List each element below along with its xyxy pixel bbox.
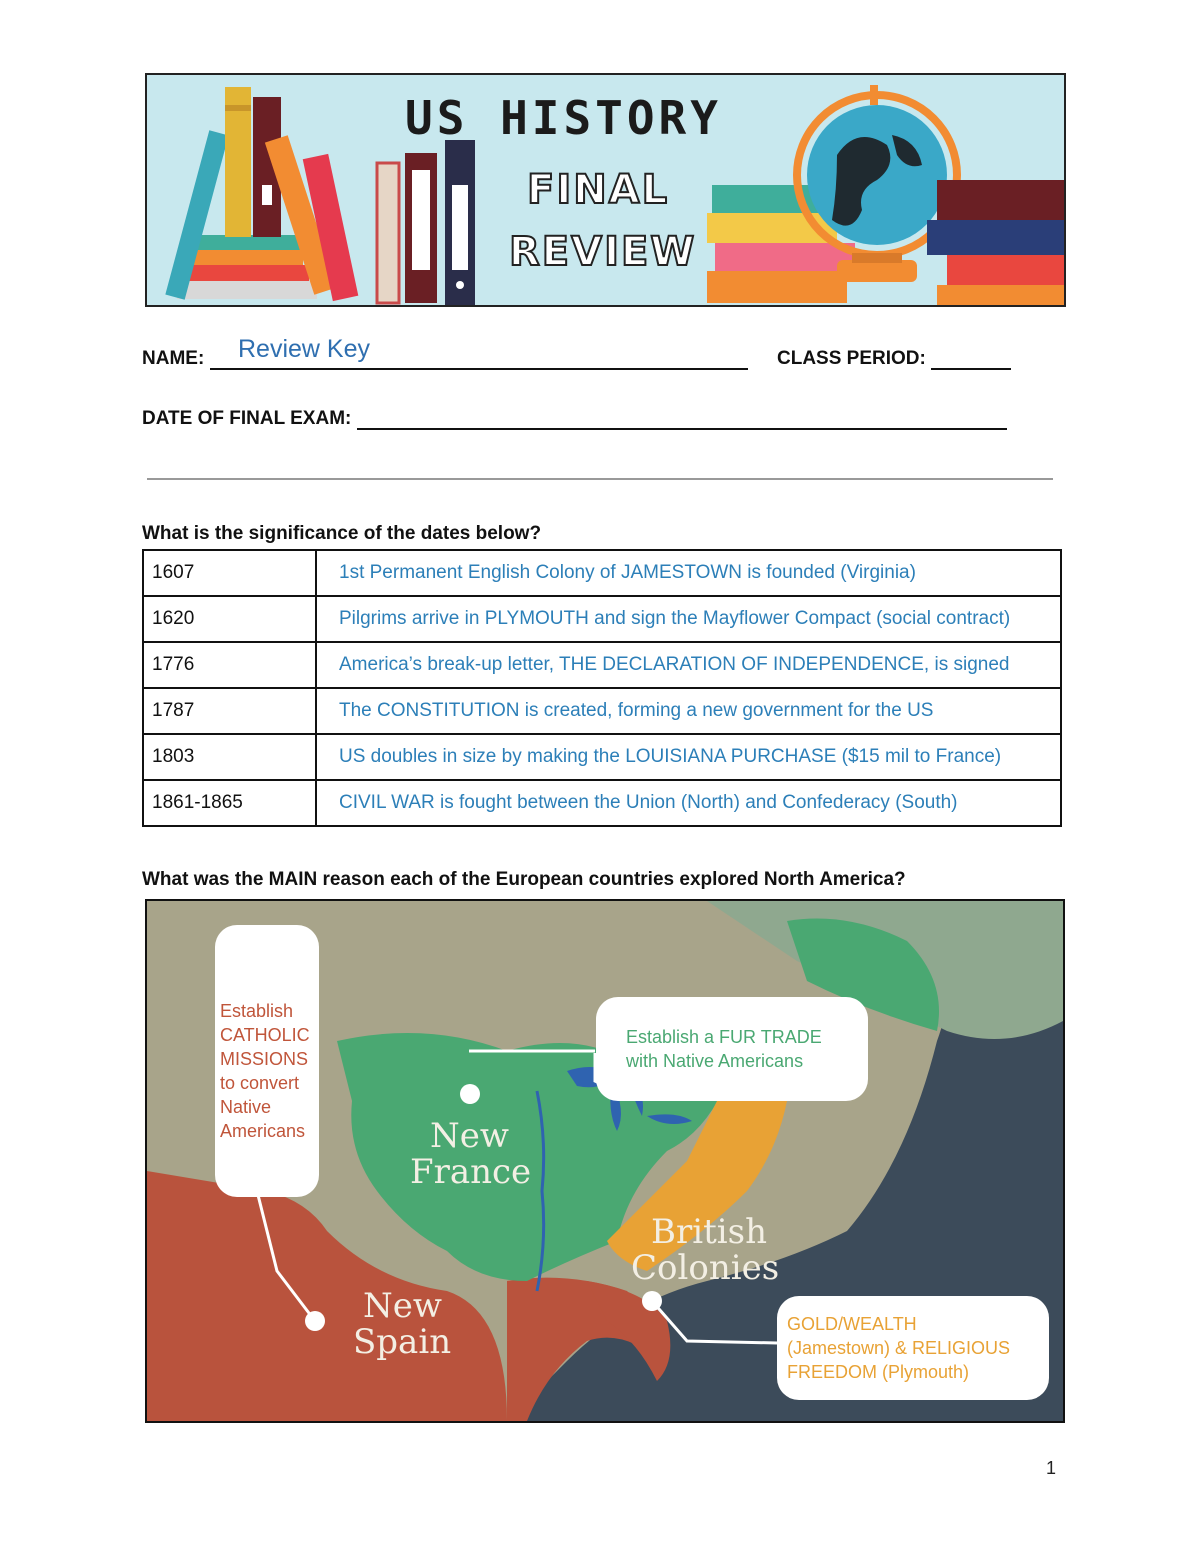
exam-date-label: DATE OF FINAL EXAM: [142,408,352,429]
table-row [143,550,1061,596]
label-new-france-2: France [410,1152,532,1192]
colonial-map [145,899,1065,1423]
callout-spain-line: to convert [220,1073,300,1093]
callout-spain-line: Americans [220,1121,306,1141]
page-number: 1 [1046,1458,1057,1478]
dates-question: What is the significance of the dates below? [142,523,542,544]
marker-britain [642,1291,662,1311]
table-row [143,734,1061,780]
answer-cell: America’s break-up letter, THE DECLARATION OF INDEPENDENCE, is signed [316,642,1061,688]
class-period-line[interactable] [931,368,1011,370]
banner-title: US HISTORY [405,91,722,145]
class-period-label: CLASS PERIOD: [777,348,926,369]
class-period-field [777,348,1011,370]
answer-cell: Pilgrims arrive in PLYMOUTH and sign the Mayflower Compact (social contract) [316,596,1061,642]
callout-spain-line: MISSIONS [220,1049,309,1069]
table-row [143,688,1061,734]
answer-cell: US doubles in size by making the LOUISIANA PURCHASE ($15 mil to France) [316,734,1061,780]
banner-final: FINAL [527,167,670,213]
year-cell: 1803 [143,734,316,780]
name-line[interactable] [210,368,748,370]
callout-spain-line: CATHOLIC [220,1025,310,1045]
exam-date-line[interactable] [357,428,1007,430]
callout-spain-line: Establish [220,1001,294,1021]
answer-cell: The CONSTITUTION is created, forming a new government for the US [316,688,1061,734]
year-cell: 1607 [143,550,316,596]
answer-cell: 1st Permanent English Colony of JAMESTOWN is founded (Virginia) [316,550,1061,596]
map-question: What was the MAIN reason each of the European countries explored North America? [142,869,906,890]
header-banner [145,73,1066,307]
section-divider [147,478,1053,480]
label-new-spain-2: Spain [353,1322,452,1362]
callout-britain-line: GOLD/WEALTH [787,1314,917,1334]
label-british-2: Colonies [631,1248,780,1288]
table-row [143,642,1061,688]
name-field [142,348,748,370]
table-row [143,780,1061,826]
label-new-france-1: New [430,1116,509,1156]
year-cell: 1861-1865 [143,780,316,826]
name-label: NAME: [142,348,205,369]
callout-britain-line: (Jamestown) & RELIGIOUS [787,1338,1011,1358]
callout-spain-line: Native [220,1097,272,1117]
dates-table [142,549,1062,827]
year-cell: 1776 [143,642,316,688]
callout-britain-line: FREEDOM (Plymouth) [787,1362,970,1382]
year-cell: 1620 [143,596,316,642]
callout-france-line: with Native Americans [626,1051,804,1071]
callout-britain [777,1296,1049,1400]
year-cell: 1787 [143,688,316,734]
callout-spain [215,925,319,1197]
marker-spain [305,1311,325,1331]
answer-cell: CIVIL WAR is fought between the Union (North) and Confederacy (South) [316,780,1061,826]
banner-review: REVIEW [509,229,697,275]
exam-date-field [142,408,1007,430]
table-row [143,596,1061,642]
marker-france [460,1084,480,1104]
callout-france-line: Establish a FUR TRADE [626,1027,822,1047]
label-british-1: British [651,1212,767,1252]
label-new-spain-1: New [363,1286,442,1326]
name-value: Review Key [238,335,370,363]
callout-france [596,997,868,1101]
